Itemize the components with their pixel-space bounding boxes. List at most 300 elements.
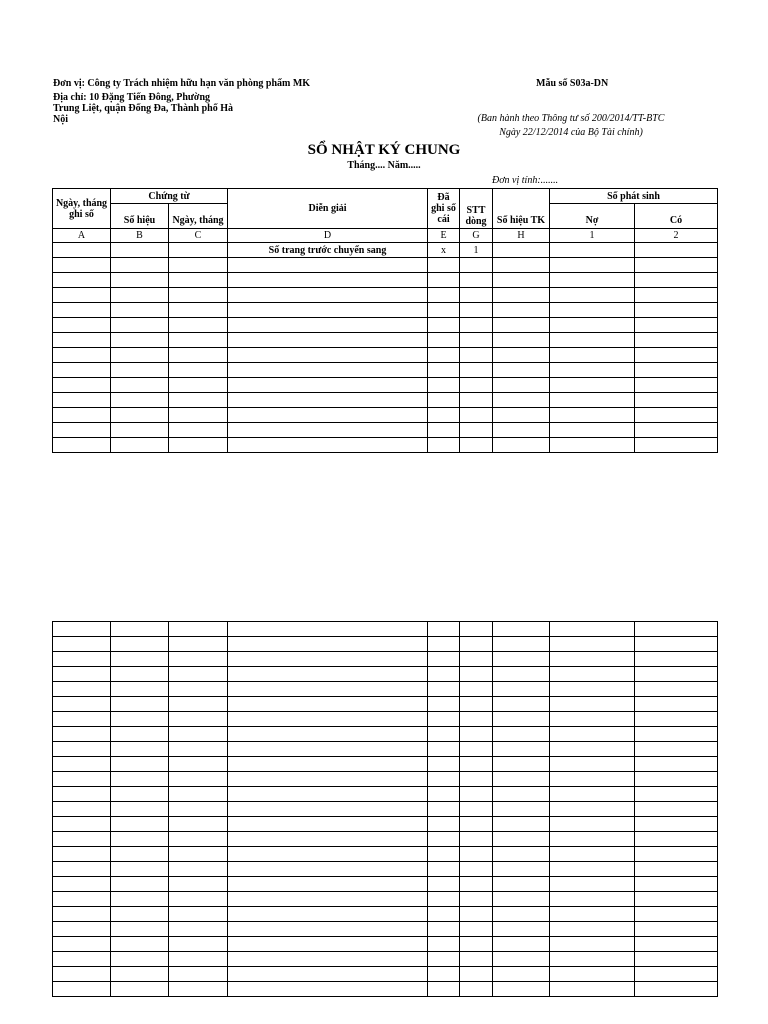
table-cell bbox=[53, 333, 111, 348]
table-cell bbox=[228, 258, 428, 273]
table-cell bbox=[460, 333, 493, 348]
table-cell bbox=[635, 832, 718, 847]
table-cell bbox=[493, 258, 550, 273]
table-cell bbox=[460, 757, 493, 772]
table-cell bbox=[493, 273, 550, 288]
table-cell bbox=[635, 817, 718, 832]
table-cell bbox=[493, 877, 550, 892]
table-cell bbox=[111, 712, 169, 727]
table-cell bbox=[169, 378, 228, 393]
table-cell bbox=[53, 832, 111, 847]
table-cell bbox=[460, 363, 493, 378]
table-row bbox=[53, 318, 718, 333]
table-cell bbox=[428, 637, 460, 652]
table-cell bbox=[550, 408, 635, 423]
table-cell bbox=[228, 273, 428, 288]
table-cell bbox=[493, 348, 550, 363]
table-cell bbox=[460, 892, 493, 907]
table-cell bbox=[111, 952, 169, 967]
table-cell bbox=[111, 423, 169, 438]
table-cell bbox=[460, 877, 493, 892]
table-cell bbox=[53, 787, 111, 802]
table-cell bbox=[111, 862, 169, 877]
table-cell bbox=[228, 772, 428, 787]
table-cell bbox=[169, 727, 228, 742]
table-cell bbox=[228, 697, 428, 712]
table-cell bbox=[228, 907, 428, 922]
table-cell bbox=[111, 667, 169, 682]
header-row bbox=[53, 189, 718, 204]
table-cell bbox=[550, 922, 635, 937]
table-cell bbox=[460, 378, 493, 393]
table-cell bbox=[550, 697, 635, 712]
table-cell bbox=[228, 333, 428, 348]
table-cell bbox=[460, 847, 493, 862]
table-cell bbox=[228, 832, 428, 847]
table-cell bbox=[460, 438, 493, 453]
table-cell bbox=[228, 727, 428, 742]
table-cell bbox=[493, 982, 550, 997]
table-row bbox=[53, 303, 718, 318]
table-cell bbox=[169, 363, 228, 378]
table-cell bbox=[228, 952, 428, 967]
table-cell bbox=[550, 667, 635, 682]
column-code: G bbox=[460, 229, 493, 243]
unit-line: Đơn vị: Công ty Trách nhiệm hữu hạn văn phòng phẩm MK bbox=[53, 78, 311, 89]
table-cell bbox=[550, 378, 635, 393]
table-cell bbox=[635, 652, 718, 667]
table-cell bbox=[550, 832, 635, 847]
column-code: D bbox=[228, 229, 428, 243]
table-cell bbox=[460, 907, 493, 922]
table-cell bbox=[169, 877, 228, 892]
table-cell bbox=[428, 667, 460, 682]
header-amount: Số phát sinh bbox=[550, 189, 718, 204]
table-cell bbox=[169, 682, 228, 697]
table-cell bbox=[169, 907, 228, 922]
table-cell bbox=[169, 742, 228, 757]
table-cell bbox=[111, 682, 169, 697]
table-row bbox=[53, 348, 718, 363]
table-cell bbox=[111, 892, 169, 907]
table-cell bbox=[169, 667, 228, 682]
column-code-row bbox=[53, 229, 718, 243]
table-cell bbox=[428, 787, 460, 802]
table-cell bbox=[493, 907, 550, 922]
table-cell bbox=[169, 787, 228, 802]
table-cell bbox=[493, 408, 550, 423]
table-cell bbox=[111, 288, 169, 303]
table-cell bbox=[635, 288, 718, 303]
table-cell bbox=[460, 787, 493, 802]
table-cell bbox=[460, 817, 493, 832]
address-line: Nội bbox=[53, 114, 68, 125]
table-cell bbox=[169, 288, 228, 303]
table-cell bbox=[228, 802, 428, 817]
table-cell bbox=[169, 423, 228, 438]
table-cell bbox=[493, 937, 550, 952]
table-cell bbox=[428, 757, 460, 772]
table-cell bbox=[635, 303, 718, 318]
table-cell bbox=[169, 273, 228, 288]
table-cell bbox=[493, 817, 550, 832]
table-row bbox=[53, 423, 718, 438]
table-cell bbox=[460, 982, 493, 997]
table-cell bbox=[111, 832, 169, 847]
header-account-no: Số hiệu TK bbox=[493, 189, 550, 229]
table-cell bbox=[460, 727, 493, 742]
table-cell bbox=[493, 622, 550, 637]
table-cell bbox=[428, 622, 460, 637]
table-row bbox=[53, 907, 718, 922]
table-cell bbox=[635, 712, 718, 727]
table-cell bbox=[169, 712, 228, 727]
header-description: Diễn giải bbox=[228, 189, 428, 229]
table-cell bbox=[635, 333, 718, 348]
table-cell bbox=[169, 967, 228, 982]
table-cell bbox=[460, 697, 493, 712]
table-cell bbox=[428, 907, 460, 922]
table-cell bbox=[428, 847, 460, 862]
table-cell bbox=[228, 393, 428, 408]
table-cell bbox=[460, 772, 493, 787]
table-cell bbox=[460, 408, 493, 423]
table-cell bbox=[550, 877, 635, 892]
table-cell bbox=[428, 363, 460, 378]
table-row bbox=[53, 772, 718, 787]
table-cell bbox=[53, 622, 111, 637]
table-cell bbox=[111, 802, 169, 817]
table-cell bbox=[550, 258, 635, 273]
table-cell bbox=[550, 333, 635, 348]
table-cell bbox=[635, 742, 718, 757]
table-row bbox=[53, 682, 718, 697]
table-cell bbox=[460, 922, 493, 937]
table-cell bbox=[169, 408, 228, 423]
table-cell bbox=[228, 742, 428, 757]
header-text: STT bbox=[466, 205, 486, 216]
table-cell bbox=[550, 742, 635, 757]
table-cell bbox=[169, 637, 228, 652]
table-cell bbox=[53, 393, 111, 408]
table-cell bbox=[550, 712, 635, 727]
table-cell bbox=[460, 967, 493, 982]
table-cell bbox=[428, 937, 460, 952]
address-block bbox=[53, 92, 233, 125]
table-cell bbox=[493, 637, 550, 652]
table-cell bbox=[428, 892, 460, 907]
table-cell bbox=[53, 922, 111, 937]
table-row bbox=[53, 967, 718, 982]
table-cell bbox=[111, 303, 169, 318]
header-text: Ngày, tháng bbox=[55, 197, 108, 209]
table-cell bbox=[228, 288, 428, 303]
table-row bbox=[53, 862, 718, 877]
table-cell bbox=[635, 802, 718, 817]
table-cell bbox=[550, 982, 635, 997]
table-cell bbox=[460, 652, 493, 667]
table-cell bbox=[228, 423, 428, 438]
table-cell bbox=[169, 303, 228, 318]
table-cell bbox=[493, 288, 550, 303]
table-cell bbox=[169, 952, 228, 967]
table-cell bbox=[550, 348, 635, 363]
table-cell bbox=[635, 423, 718, 438]
journal-table-continued bbox=[52, 621, 718, 997]
issued-by-line: (Ban hành theo Thông tư số 200/2014/TT-BTC bbox=[477, 113, 665, 124]
carried-forward-description: Số trang trước chuyển sang bbox=[228, 243, 428, 258]
table-cell bbox=[228, 847, 428, 862]
table-cell bbox=[169, 622, 228, 637]
table-cell bbox=[228, 438, 428, 453]
table-cell bbox=[169, 757, 228, 772]
table-row bbox=[53, 787, 718, 802]
table-cell bbox=[635, 877, 718, 892]
table-row bbox=[53, 333, 718, 348]
table-cell bbox=[635, 258, 718, 273]
table-cell bbox=[635, 393, 718, 408]
table-cell bbox=[169, 438, 228, 453]
table-cell bbox=[460, 712, 493, 727]
table-cell bbox=[428, 832, 460, 847]
table-cell bbox=[111, 817, 169, 832]
table-cell bbox=[493, 742, 550, 757]
table-cell bbox=[460, 622, 493, 637]
table-cell bbox=[111, 757, 169, 772]
table-row bbox=[53, 922, 718, 937]
table-cell bbox=[228, 967, 428, 982]
table-cell bbox=[228, 877, 428, 892]
table-cell bbox=[169, 258, 228, 273]
table-cell bbox=[53, 772, 111, 787]
table-cell bbox=[169, 652, 228, 667]
table-cell bbox=[550, 727, 635, 742]
table-cell bbox=[635, 907, 718, 922]
header-text: ghi số bbox=[69, 208, 94, 220]
table-cell bbox=[460, 318, 493, 333]
table-cell bbox=[169, 847, 228, 862]
table-cell bbox=[493, 832, 550, 847]
posted-mark: x bbox=[428, 243, 460, 258]
table-cell bbox=[53, 697, 111, 712]
table-cell bbox=[169, 892, 228, 907]
table-cell bbox=[428, 288, 460, 303]
table-cell bbox=[228, 378, 428, 393]
table-row bbox=[53, 667, 718, 682]
table-cell bbox=[635, 667, 718, 682]
table-cell bbox=[460, 742, 493, 757]
table-cell bbox=[428, 742, 460, 757]
table-cell bbox=[53, 423, 111, 438]
table-cell bbox=[111, 243, 169, 258]
table-cell bbox=[228, 862, 428, 877]
table-cell bbox=[53, 667, 111, 682]
table-cell bbox=[550, 817, 635, 832]
table-row bbox=[53, 832, 718, 847]
table-cell bbox=[493, 967, 550, 982]
header-debit: Nợ bbox=[550, 204, 635, 229]
table-cell bbox=[428, 348, 460, 363]
table-cell bbox=[53, 378, 111, 393]
table-cell bbox=[53, 862, 111, 877]
table-cell bbox=[111, 697, 169, 712]
table-cell bbox=[111, 772, 169, 787]
table-cell bbox=[53, 712, 111, 727]
table-cell bbox=[460, 393, 493, 408]
table-cell bbox=[550, 363, 635, 378]
table-cell bbox=[228, 817, 428, 832]
table-cell bbox=[53, 967, 111, 982]
table-cell bbox=[428, 862, 460, 877]
table-cell bbox=[493, 892, 550, 907]
header-voucher: Chứng từ bbox=[111, 189, 228, 204]
table-cell bbox=[635, 348, 718, 363]
table-cell bbox=[460, 802, 493, 817]
table-cell bbox=[111, 937, 169, 952]
table-cell bbox=[493, 682, 550, 697]
table-cell bbox=[428, 438, 460, 453]
table-cell bbox=[460, 937, 493, 952]
table-cell bbox=[493, 697, 550, 712]
table-cell bbox=[493, 787, 550, 802]
table-cell bbox=[428, 712, 460, 727]
table-cell bbox=[493, 757, 550, 772]
period-label: Tháng.... Năm..... bbox=[347, 160, 421, 171]
table-row bbox=[53, 757, 718, 772]
table-row bbox=[53, 817, 718, 832]
table-cell bbox=[111, 982, 169, 997]
table-cell bbox=[53, 682, 111, 697]
header-voucher-date: Ngày, tháng bbox=[169, 204, 228, 229]
table-cell bbox=[493, 363, 550, 378]
table-cell bbox=[493, 922, 550, 937]
table-cell bbox=[428, 982, 460, 997]
table-cell bbox=[111, 622, 169, 637]
table-cell bbox=[428, 423, 460, 438]
table-cell bbox=[428, 877, 460, 892]
table-row bbox=[53, 378, 718, 393]
table-cell bbox=[111, 348, 169, 363]
table-cell bbox=[550, 393, 635, 408]
table-row bbox=[53, 258, 718, 273]
table-cell bbox=[550, 847, 635, 862]
table-cell bbox=[493, 802, 550, 817]
table-row bbox=[53, 243, 718, 258]
table-cell bbox=[169, 697, 228, 712]
table-cell bbox=[493, 393, 550, 408]
table-cell bbox=[53, 288, 111, 303]
table-cell bbox=[53, 652, 111, 667]
table-cell bbox=[460, 258, 493, 273]
currency-unit: Đơn vị tính:....... bbox=[492, 175, 559, 186]
table-cell bbox=[53, 877, 111, 892]
table-cell bbox=[428, 408, 460, 423]
table-row bbox=[53, 982, 718, 997]
table-cell bbox=[550, 682, 635, 697]
table-cell bbox=[169, 348, 228, 363]
table-cell bbox=[169, 772, 228, 787]
table-cell bbox=[493, 438, 550, 453]
table-cell bbox=[460, 423, 493, 438]
table-cell bbox=[111, 333, 169, 348]
table-cell bbox=[550, 652, 635, 667]
table-cell bbox=[428, 258, 460, 273]
table-cell bbox=[635, 363, 718, 378]
table-cell bbox=[53, 637, 111, 652]
table-cell bbox=[550, 318, 635, 333]
table-cell bbox=[53, 243, 111, 258]
table-cell bbox=[53, 742, 111, 757]
table-cell bbox=[635, 847, 718, 862]
table-cell bbox=[493, 862, 550, 877]
table-cell bbox=[460, 952, 493, 967]
table-cell bbox=[228, 348, 428, 363]
table-cell bbox=[228, 892, 428, 907]
table-cell bbox=[460, 348, 493, 363]
table-cell bbox=[111, 393, 169, 408]
header-text: ghi sổ bbox=[431, 203, 456, 214]
table-cell bbox=[111, 967, 169, 982]
table-cell bbox=[493, 303, 550, 318]
table-cell bbox=[111, 363, 169, 378]
column-code: 2 bbox=[635, 229, 718, 243]
table-cell bbox=[550, 907, 635, 922]
table-cell bbox=[493, 243, 550, 258]
table-cell bbox=[169, 982, 228, 997]
table-cell bbox=[111, 273, 169, 288]
table-cell bbox=[53, 363, 111, 378]
table-cell bbox=[428, 318, 460, 333]
table-cell bbox=[550, 862, 635, 877]
table-cell bbox=[493, 378, 550, 393]
table-cell bbox=[635, 727, 718, 742]
table-cell bbox=[635, 697, 718, 712]
table-cell bbox=[169, 333, 228, 348]
address-line: Địa chỉ: 10 Đặng Tiến Đông, Phường bbox=[53, 92, 211, 103]
header-voucher-number: Số hiệu bbox=[111, 204, 169, 229]
table-cell bbox=[228, 652, 428, 667]
table-row bbox=[53, 712, 718, 727]
table-cell bbox=[460, 667, 493, 682]
table-cell bbox=[635, 922, 718, 937]
table-cell bbox=[228, 622, 428, 637]
table-row bbox=[53, 288, 718, 303]
table-row bbox=[53, 393, 718, 408]
header-text: dòng bbox=[465, 216, 487, 227]
table-cell bbox=[635, 892, 718, 907]
table-cell bbox=[428, 727, 460, 742]
table-cell bbox=[53, 727, 111, 742]
table-cell bbox=[228, 637, 428, 652]
table-cell bbox=[460, 288, 493, 303]
table-cell bbox=[550, 757, 635, 772]
table-cell bbox=[550, 952, 635, 967]
table-cell bbox=[228, 982, 428, 997]
table-cell bbox=[428, 967, 460, 982]
table-cell bbox=[493, 772, 550, 787]
table-cell bbox=[493, 712, 550, 727]
issued-by-line: Ngày 22/12/2014 của Bộ Tài chính) bbox=[499, 127, 643, 138]
table-cell bbox=[53, 757, 111, 772]
table-cell bbox=[111, 742, 169, 757]
table-cell bbox=[111, 637, 169, 652]
table-cell bbox=[111, 847, 169, 862]
table-row bbox=[53, 697, 718, 712]
header-line-no bbox=[460, 189, 493, 229]
table-cell bbox=[228, 922, 428, 937]
table-cell bbox=[550, 438, 635, 453]
column-code: 1 bbox=[550, 229, 635, 243]
